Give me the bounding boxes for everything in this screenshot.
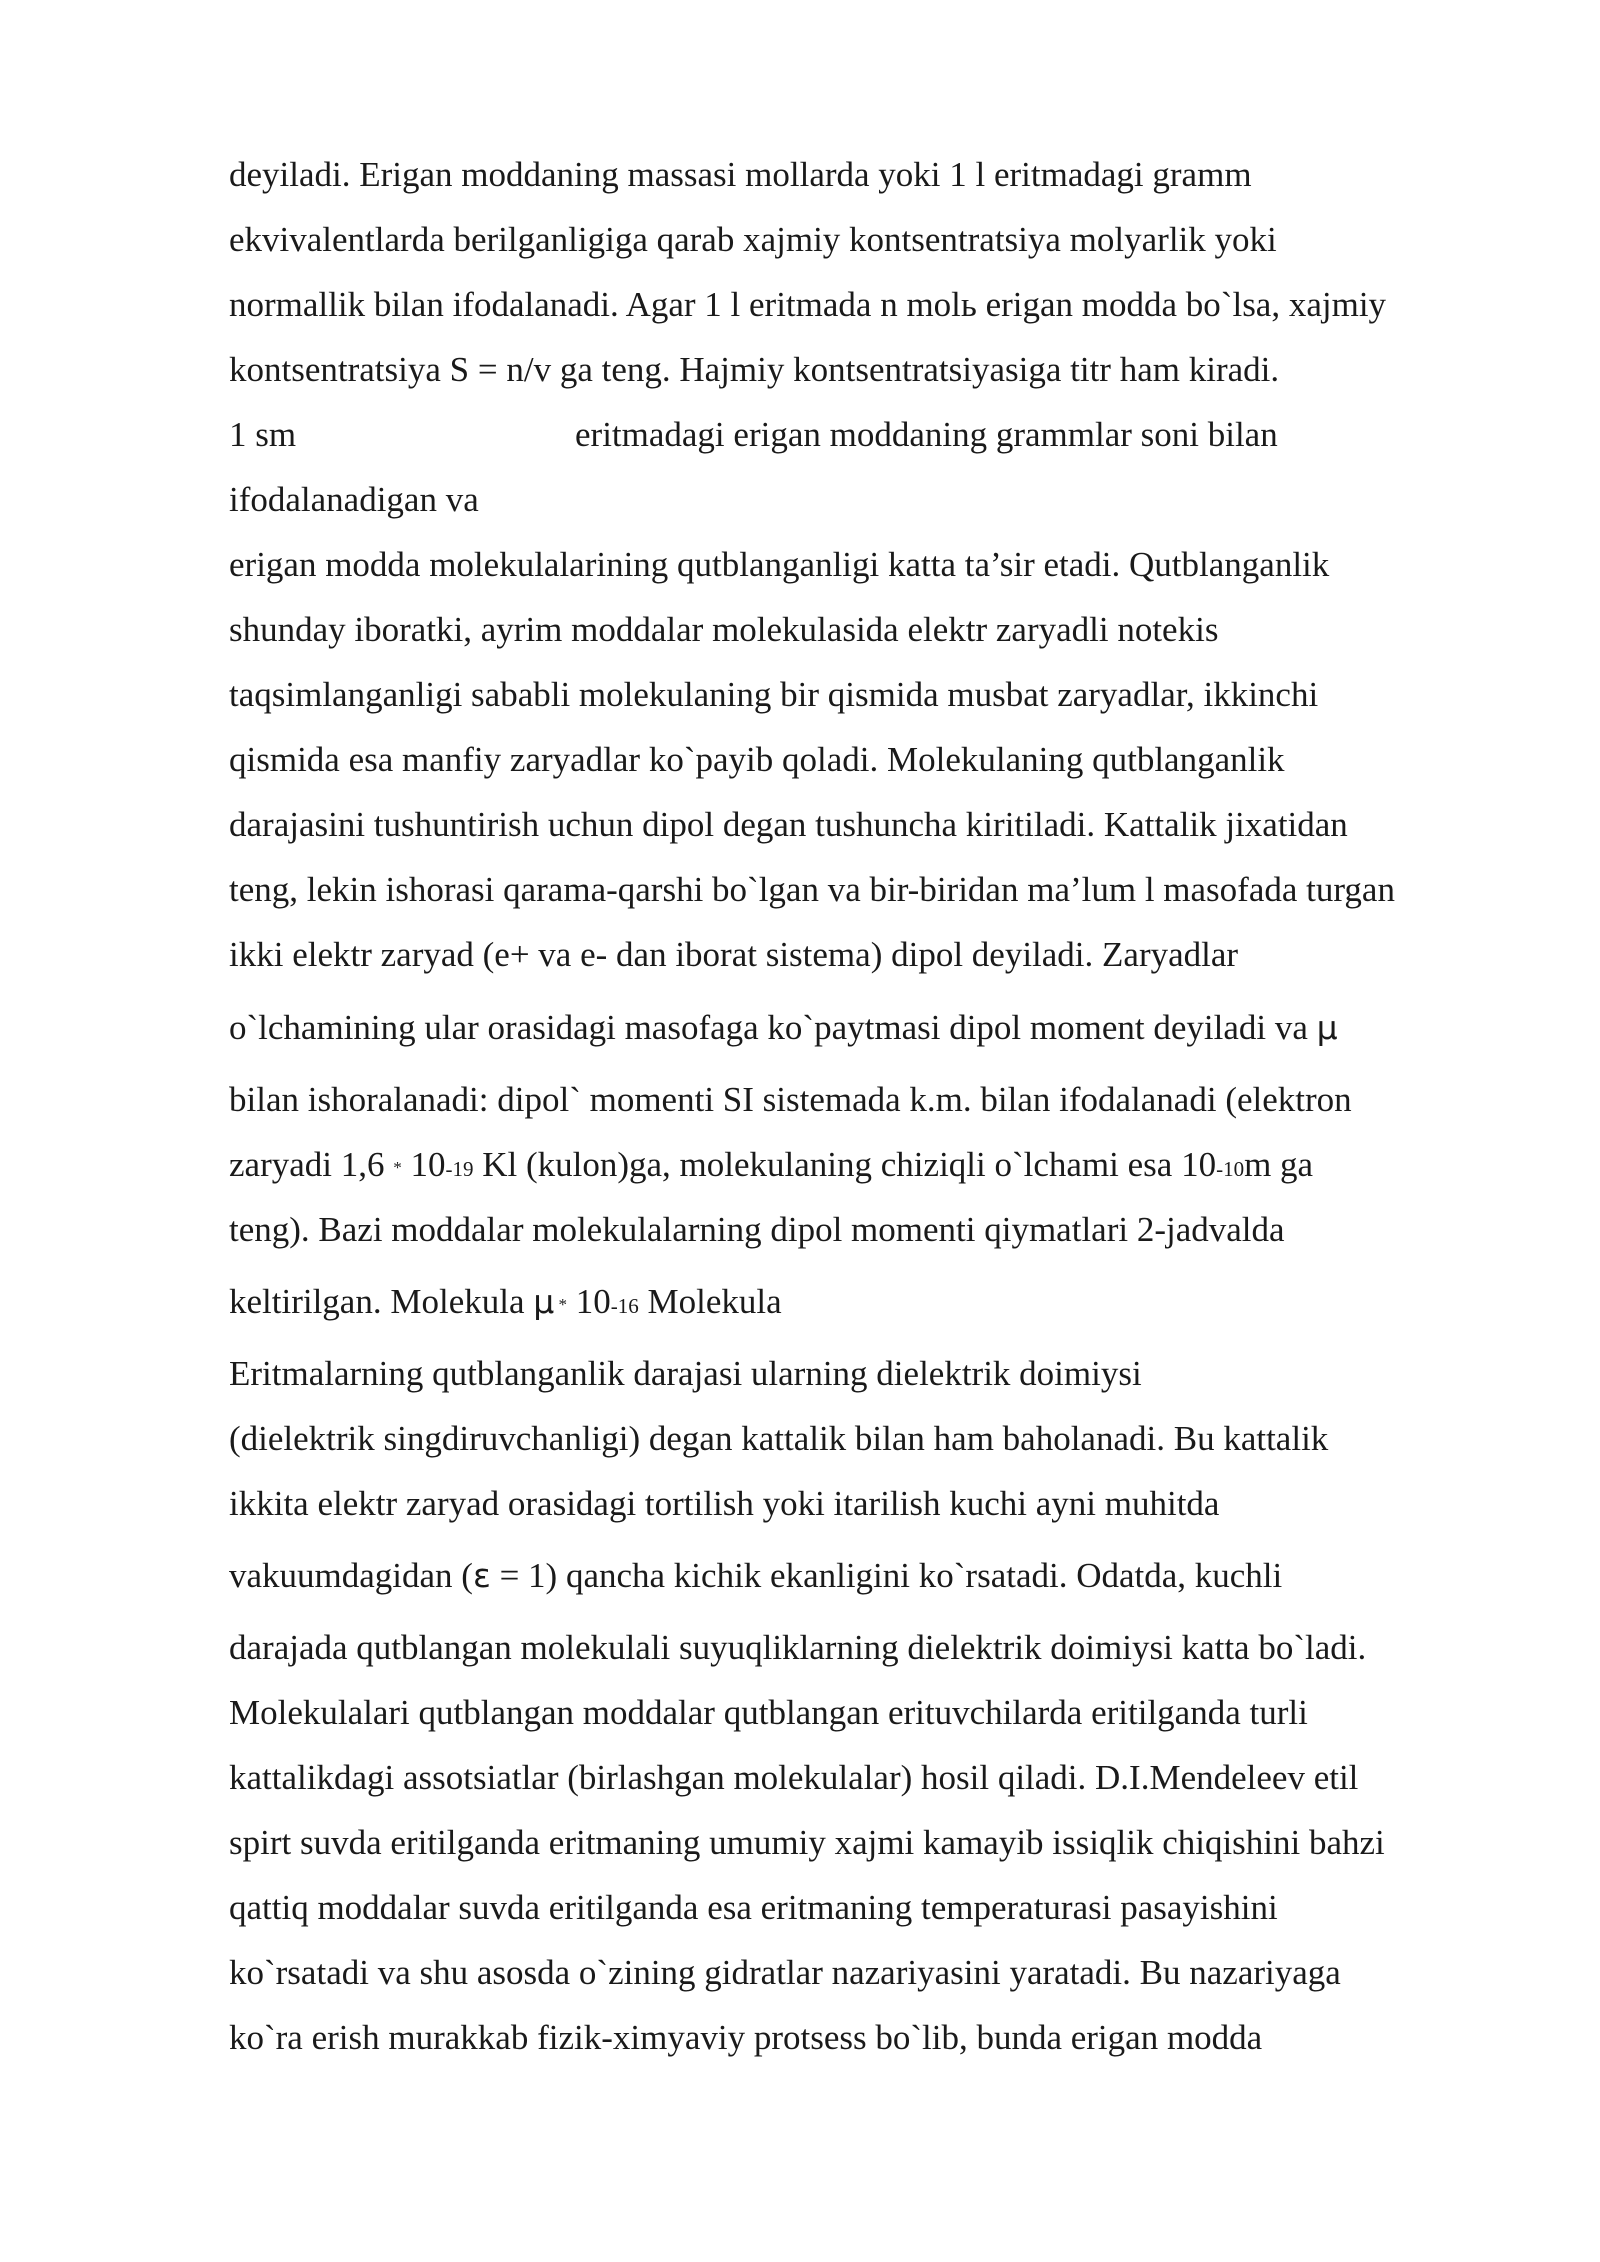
paragraph-line: spirt suvda eritilganda eritmaning umumiy xajmi kamayib issiqlik chiqishini bahzi: [229, 1823, 1385, 1862]
exponent-16: -16: [610, 1294, 639, 1318]
mu-line-text: o`lchamining ular orasidagi masofaga ko`paytmasi dipol moment deyiladi va: [229, 1008, 1317, 1047]
mu-symbol: μ: [533, 1282, 555, 1321]
paragraph-line: Eritmalarning qutblanganlik darajasi ularning dielektrik doimiysi: [229, 1354, 1142, 1393]
mu-symbol: μ: [1316, 1008, 1338, 1047]
paragraph-line: darajada qutblangan molekulali suyuqliklarning dielektrik doimiysi katta bo`ladi.: [229, 1628, 1367, 1667]
paragraph-line: kattalikdagi assotsiatlar (birlashgan molekulalar) hosil qiladi. D.I.Mendeleev etil: [229, 1758, 1359, 1797]
paragraph-line: ko`rsatadi va shu asosda o`zining gidratlar nazariyasini yaratadi. Bu nazariyaga: [229, 1953, 1341, 1992]
paragraph-line: qismida esa manfiy zaryadlar ko`payib qoladi. Molekulaning qutblanganlik: [229, 740, 1285, 779]
multiply-star: *: [393, 1158, 402, 1177]
paragraph-line: bilan ishoralanadi: dipol` momenti SI sistemada k.m. bilan ifodalanadi (elektron: [229, 1080, 1352, 1119]
zaryad-text-c: Kl (kulon)ga, molekulaning chiziqli o`lchami esa 10: [473, 1145, 1217, 1184]
paragraph-line: ko`ra erish murakkab fizik-ximyaviy protsess bo`lib, bunda erigan modda: [229, 2018, 1263, 2057]
zaryad-text-d: m ga: [1244, 1145, 1314, 1184]
paragraph-line: qattiq moddalar suvda eritilganda esa eritmaning temperaturasi pasayishini: [229, 1888, 1278, 1927]
sm-right-text: eritmadagi erigan moddaning grammlar soni bilan: [575, 415, 1278, 454]
paragraph-line: (dielektrik singdiruvchanligi) degan kattalik bilan ham baholanadi. Bu kattalik: [229, 1419, 1329, 1458]
zaryad-text-b: 10: [401, 1145, 446, 1184]
paragraph-line: darajasini tushuntirish uchun dipol degan tushuncha kiritiladi. Kattalik jixatidan: [229, 805, 1348, 844]
exponent-19: -19: [445, 1157, 474, 1181]
paragraph-line-sm-right: [575, 413, 1278, 457]
paragraph-line-keltir: [229, 1280, 782, 1328]
paragraph-line: ifodalanadigan va: [229, 480, 479, 519]
paragraph-line-vakuum: [229, 1554, 1282, 1598]
paragraph-line: teng). Bazi moddalar molekulalarning dipol momenti qiymatlari 2-jadvalda: [229, 1210, 1285, 1249]
paragraph-line: taqsimlanganligi sababli molekulaning bir qismida musbat zaryadlar, ikkinchi: [229, 675, 1319, 714]
paragraph-line: deyiladi. Erigan moddaning massasi mollarda yoki 1 l eritmadagi gramm: [229, 155, 1252, 194]
paragraph-line-zaryad: [229, 1143, 1313, 1191]
paragraph-line: shunday iboratki, ayrim moddalar molekulasida elektr zaryadli notekis: [229, 610, 1219, 649]
paragraph-line: ikki elektr zaryad (e+ va e- dan iborat sistema) dipol deyiladi. Zaryadlar: [229, 935, 1239, 974]
paragraph-line: kontsentratsiya S = n/v ga teng. Hajmiy kontsentratsiyasiga titr ham kiradi.: [229, 350, 1280, 389]
vakuum-text-a: vakuumdagidan (: [229, 1556, 473, 1595]
vakuum-text-b: = 1) qancha kichik ekanligini ko`rsatadi. Odatda, kuchli: [490, 1556, 1283, 1595]
keltir-text-c: Molekula: [638, 1282, 782, 1321]
keltir-text-a: keltirilgan. Molekula: [229, 1282, 534, 1321]
paragraph-line: teng, lekin ishorasi qarama-qarshi bo`lgan va bir-biridan ma’lum l masofada turgan: [229, 870, 1395, 909]
paragraph-line: Molekulalari qutblangan moddalar qutblangan erituvchilarda eritilganda turli: [229, 1693, 1308, 1732]
paragraph-line-sm: [229, 413, 296, 457]
sm-left-text: 1 sm: [229, 415, 297, 454]
multiply-star: *: [554, 1295, 567, 1314]
epsilon-symbol: ε: [472, 1556, 491, 1595]
paragraph-line-mu: [229, 1006, 1338, 1050]
zaryad-text-a: zaryadi 1,6: [229, 1145, 394, 1184]
paragraph-line: ekvivalentlarda berilganligiga qarab xajmiy kontsentratsiya molyarlik yoki: [229, 220, 1277, 259]
keltir-text-b: 10: [566, 1282, 611, 1321]
paragraph-line: normallik bilan ifodalanadi. Agar 1 l eritmada n molь erigan modda bo`lsa, xajmiy: [229, 285, 1387, 324]
exponent-10: -10: [1216, 1157, 1245, 1181]
paragraph-line: ikkita elektr zaryad orasidagi tortilish yoki itarilish kuchi ayni muhitda: [229, 1484, 1220, 1523]
paragraph-line: erigan modda molekulalarining qutblanganligi katta ta’sir etadi. Qutblanganlik: [229, 545, 1330, 584]
